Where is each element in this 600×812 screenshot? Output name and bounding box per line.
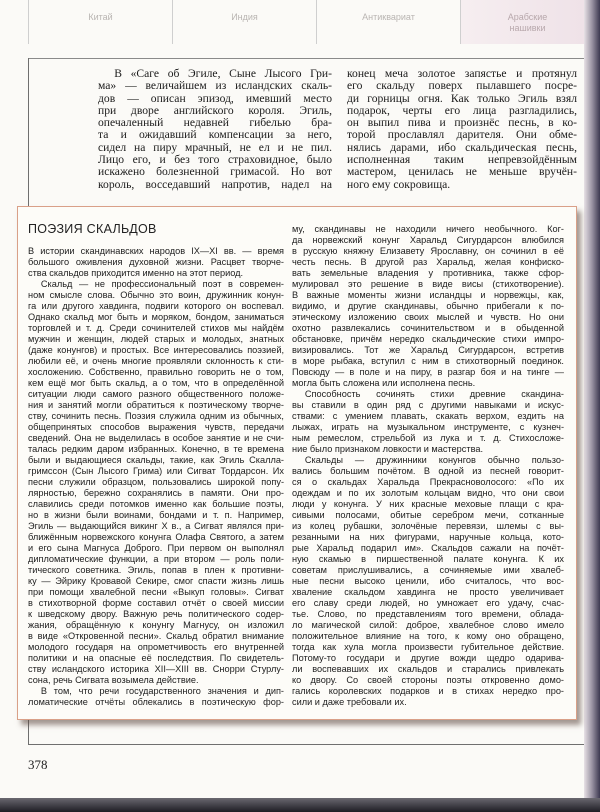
paragraph [292,224,564,389]
main-text-column-right [347,68,577,191]
text-line: в море рыбака, вступил с ним в стихотворный поединок. [292,356,564,366]
page-number: 378 [28,757,48,772]
text-line: ству исландского историка XII—XIII вв. Снорри Стурлу- [28,664,284,674]
text-line: ди горницы огня. Как только Эгиль взял [347,91,577,105]
text-line: любили её, и очень многие проявляли склонность к сти- [28,356,284,366]
text-line: ствами: с умением плавать, скакать верхом, ездить на [292,411,564,421]
text-line: исполненная таким непревзойдённым [347,153,577,167]
text-line: ломатические отчёты облекались в поэтическую фор- [28,697,284,707]
text-line: да норвежский конунг Харальд Сигурдарсон влюбился [292,235,564,245]
text-line: Лицо его, и без того страховидное, было [98,153,332,167]
text-line: конец меча золотое запястье и протянул [347,67,577,80]
text-line: политики и на опасные её последствия. По свидетель- [28,653,284,663]
text-line: (даже конунгов) и простых. Все интересовались поэзией, [28,345,284,355]
text-line: но в жизни были воинами, бондами и т. п. Например, [28,510,284,520]
text-line: ные песни высоко ценили, ибо считалось, что вос- [292,576,564,586]
paragraph [347,68,577,191]
text-line: сведений. Она не выделилась в особое занятие и не счи- [28,433,284,443]
text-line: этическому изложению своих мыслей и чувств. Но они [292,312,564,322]
text-line: В истории скандинавских народов IX—XI вв. — время [28,246,284,256]
text-line: хосложению. Собственно, правильно говорить не о том, [28,367,284,377]
scan-bottom-shadow [0,798,600,812]
text-line: рые Харальд подарил им». Скальдов сажали на почёт- [292,543,564,553]
tab-india: Индия [172,0,316,44]
text-line: мулировал это решение в виде висы (стихотворение). [292,279,564,289]
text-line: ма» — величайшем из исландских скаль- [98,79,332,93]
text-line: В «Саге об Эгиле, Сыне Лысого Гри- [114,67,332,80]
text-line: хваление скальдом хавдинга не просто увеличивает [292,587,564,597]
text-line: при дворе английского короля. Эгиль, [98,103,332,117]
text-line: вать земельные владения у противника, также сфор- [292,268,564,278]
text-line: к шведскому двору. Важную речь политического содер- [28,609,284,619]
text-line: Скальды — дружинники конунгов обычно пользо- [304,455,564,465]
text-line: ния и занятий могли обратиться к поэтическому творче- [28,400,284,410]
text-line: ближённым норвежского конунга Олафа Святого, а затем [28,532,284,542]
text-line: его славу среди людей, но умножает его удачу, счас- [292,598,564,608]
text-line: Потому-то государи и другие вожди щедро одарива- [292,653,564,663]
text-line: та и ожидавший компенсации за него, [98,128,332,142]
text-line: В важные моменты жизни исландцы и норвежцы, как, [292,290,564,300]
paragraph [98,68,332,191]
book-spine-edge [584,0,600,812]
text-line: большого оживления духовной жизни. Расцвет творче- [28,257,284,267]
tab-antiquity: Антиквариат [316,0,460,44]
text-line: в стихотворной форме составил отчёт о своей миссии [28,598,284,608]
text-line: Способность сочинять стихи древние скандина- [304,389,564,399]
text-line: король, восседавший напротив, надел на [98,177,332,191]
text-line: сили и даже требовали их. [292,697,407,707]
text-line: песни служили образцом, пользовались широкой попу- [28,477,284,487]
page-frame-bottom [28,744,584,745]
text-line: ко двору. Со своей стороны поэты откровенно домо- [292,675,564,685]
text-line: ло магической силой: доброе, хвалебное слово имело [292,620,564,630]
text-line: ного ему сокровища. [347,177,451,191]
text-line: общепринятых способов выражения чувств, передачи [28,422,284,432]
text-line: вались большим почётом. В одной из песней говорит- [292,466,564,476]
text-line: мужчин и женщин, людей старых и молодых, знатных [28,334,284,344]
text-line: дов — описан эпизод, имевший место [98,91,332,105]
text-line: при помощи хвалебной песни «Выкуп головы». Сигват [28,587,284,597]
text-line: советам прислушивались, а сочиняемые ими хвалеб- [292,565,564,575]
text-line: в виде «Откровенной песни». Скальд обратил внимание [28,631,284,641]
paragraph [28,246,284,279]
text-line: дипломатические функции, а при втором — роль поли- [28,554,284,564]
text-line: талась редким даром избранных. Конечно, в те времена [28,444,284,454]
text-line: гримссон (Сын Лысого Грима) или Сигват Тордарсон. Их [28,466,284,476]
text-line: ном смысле слова. Обычно это воин, дружинник конун- [28,290,284,300]
text-line: жания, обращённую к конунгу Магнусу, он изложил [28,620,284,630]
text-line: ства скальдов приходится именно на этот период. [28,268,244,278]
text-line: визировались. Тот же Харальд Сигурдарсон, встретив [292,345,564,355]
text-line: В том, что речи государственного значения и дип- [40,686,284,696]
text-line: тического советника. Эгиль, попав в плен к противни- [28,565,284,575]
text-line: из колец рубашки, золочёные перевязи, шлемы с вы- [292,521,564,531]
text-line: молодого государя на опрометчивость его внутренней [28,642,284,652]
text-line: подарок, черты его лица разгладились, [347,103,577,117]
text-line: его скальду поверх пылавшего посре- [347,79,577,93]
text-line: ству, сочинить песнь. Поэзия служила одним из обычных, [28,411,284,421]
text-line: в русскую княжну Елизавету Ярославну, он сочинил в её [292,246,564,256]
text-line: Однако скальд мог быть и моряком, бондом, заниматься [28,312,284,322]
text-line: торой прославлял дарителя. Они обме- [347,128,577,142]
text-line: ние было признаком ловкости и мастерства. [292,444,484,454]
text-line: тогда как хула могла произвести губительное действие. [292,642,564,652]
text-line: видимо, и другие скандинавы, обычно прибегали к по- [292,301,564,311]
text-line: ситуации люди самого разного общественного положе- [28,389,284,399]
text-line: гались королевских подарков и в стихах нередко про- [292,686,564,696]
section-tabs-header [0,0,584,58]
text-line: га или другого хавдинга, подвиги которого он воспевал. [28,301,284,311]
sidebar-column-left [28,246,284,708]
text-line: славились среди потомков именно как большие поэты, [28,499,284,509]
text-line: лярностью, бережно сохранялись в памяти. Они про- [28,488,284,498]
text-line: сидел на пиру мрачный, не ел и не пил. [98,140,332,154]
paragraph [292,455,564,708]
paragraph [28,279,284,686]
text-line: тье. Слово, по представлениям того времени, облада- [292,609,564,619]
paragraph [292,389,564,455]
text-line: одеждам и по их золотым кольцам видно, что они свои [292,488,564,498]
tab-arabic-active: Арабские нашивки [460,0,584,44]
text-line: сивыми полосами, обитые серебром мечи, сотканные [292,510,564,520]
text-line: нялись дарами, ибо скальдическая песнь, [347,140,577,154]
text-line: лыжах, играть на музыкальном инструменте, с кузнеч- [292,422,564,432]
text-line: искажено болезненной гримасой. Но вот [98,165,332,179]
text-line: ли воспевавших их скальдов и старались привлекать [292,664,564,674]
tab-china: Китай [28,0,172,44]
text-line: люди у конунга. У них красные меховые плащи с кра- [292,499,564,509]
text-line: могла быть сложена или исполнена песнь. [292,378,476,388]
text-line: Повсюду — в поле и на пиру, в разгар боя и на тинге — [292,367,564,377]
text-line: он выпил пива и произнёс песнь, в ко- [347,116,577,130]
text-line: му, скандинавы не находили ничего необычного. Ког- [292,224,564,234]
text-line: ся о скальдах Харальда Прекрасноволосого: «По их [292,477,564,487]
text-line: вы ставили в один ряд с другими навыками и искус- [292,400,564,410]
text-line: и его сына Магнуса Доброго. При первом он выполнял [28,543,284,553]
text-line: резанными на них фигурами, наручные кольца, кото- [292,532,564,542]
main-text-column-left [98,68,332,191]
text-line: опечаленный недавней гибелью бра- [98,116,332,130]
text-line: обстановке, причём нередко скальдические стихи импро- [292,334,564,344]
text-line: ку — Эйрику Кровавой Секире, смог спасти жизнь лишь [28,576,284,586]
text-line: ным ремеслом, стрельбой из лука и т. д. Стихосложе- [292,433,564,443]
text-line: ную скамью в пиршественной палате конунга. К их [292,554,564,564]
text-line: сона, речь Сигвата возымела действие. [28,675,199,685]
sidebar-column-right [292,224,564,708]
page-frame-top [28,58,584,59]
text-line: торговлей и т. д. Среди сочинителей стихов мы найдём [28,323,284,333]
text-line: были и выдающиеся скальды, такие, как Эгиль Скалла- [28,455,284,465]
text-line: положительное влияние на того, к кому оно обращено, [292,631,564,641]
paragraph [28,686,284,708]
text-line: охотно развлекались сочинительством и в обыденной [292,323,564,333]
text-line: Эгиль — выдающийся викинг X в., а Сигват являлся при- [28,521,284,531]
sidebar-box-title: ПОЭЗИЯ СКАЛЬДОВ [28,222,157,236]
text-line: Скальд — не профессиональный поэт в современ- [40,279,284,289]
text-line: кем ещё мог быть скальд, а о том, что в определённой [28,378,284,388]
text-line: честь песнь. В другой раз Харальд, желая конфиско- [292,257,564,267]
text-line: мастером, ценилась не меньше вручён- [347,165,577,179]
